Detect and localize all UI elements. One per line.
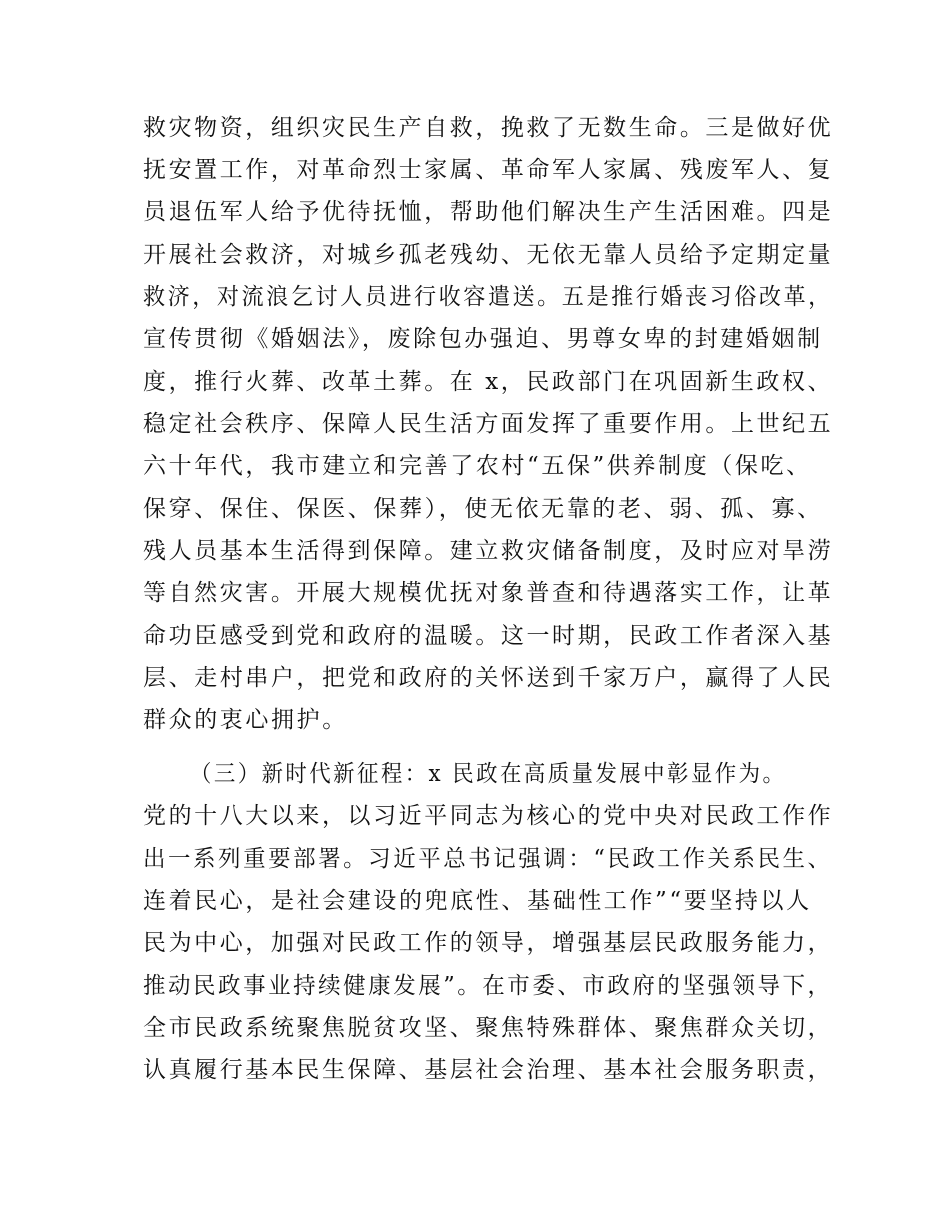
- text-line: 保穿、保住、保医、保葬），使无依无靠的老、弱、孤、寡、: [143, 496, 823, 522]
- text-line: 推动民政事业持续健康发展”。在市委、市政府的坚强领导下，: [143, 973, 833, 999]
- text-line: 度，推行火葬、改革土葬。在 x，民政部门在巩固新生政权、: [143, 369, 834, 395]
- text-line: 六十年代，我市建立和完善了农村“五保”供养制度（保吃、: [143, 453, 812, 479]
- text-line: 层、走村串户，把党和政府的关怀送到千家万户，赢得了人民: [143, 665, 834, 691]
- text-line: 稳定社会秩序、保障人民生活方面发挥了重要作用。上世纪五: [143, 411, 834, 437]
- section-heading: （三）新时代新征程：x 民政在高质量发展中彰显作为。: [190, 761, 787, 787]
- text-line: 出一系列重要部署。习近平总书记强调：“民政工作关系民生、: [143, 846, 833, 872]
- text-line: 命功臣感受到党和政府的温暖。这一时期，民政工作者深入基: [143, 623, 834, 649]
- text-line: 抚安置工作，对革命烈士家属、革命军人家属、残废军人、复: [143, 157, 834, 183]
- text-line: 等自然灾害。开展大规模优抚对象普查和待遇落实工作，让革: [143, 580, 834, 606]
- text-line: 民为中心，加强对民政工作的领导，增强基层民政服务能力，: [143, 930, 834, 956]
- text-line: 开展社会救济，对城乡孤老残幼、无依无靠人员给予定期定量: [143, 242, 834, 268]
- text-line: 救济，对流浪乞讨人员进行收容遣送。五是推行婚丧习俗改革，: [143, 284, 833, 310]
- text-line: 全市民政系统聚焦脱贫攻坚、聚焦特殊群体、聚焦群众关切，: [143, 1015, 834, 1041]
- text-line: 宣传贯彻《婚姻法》，废除包办强迫、男尊女卑的封建婚姻制: [143, 326, 823, 352]
- text-line: 认真履行基本民生保障、基层社会治理、基本社会服务职责，: [143, 1057, 834, 1083]
- text-line: 党的十八大以来，以习近平同志为核心的党中央对民政工作作: [143, 803, 834, 829]
- text-line: 员退伍军人给予优待抚恤，帮助他们解决生产生活困难。四是: [143, 199, 834, 225]
- text-line: 残人员基本生活得到保障。建立救灾储备制度，及时应对旱涝: [143, 538, 834, 564]
- text-line: 连着民心，是社会建设的兜底性、基础性工作”“要坚持以人: [143, 888, 812, 914]
- text-line: 救灾物资，组织灾民生产自救，挽救了无数生命。三是做好优: [143, 115, 834, 141]
- text-line: 群众的衷心拥护。: [143, 707, 348, 733]
